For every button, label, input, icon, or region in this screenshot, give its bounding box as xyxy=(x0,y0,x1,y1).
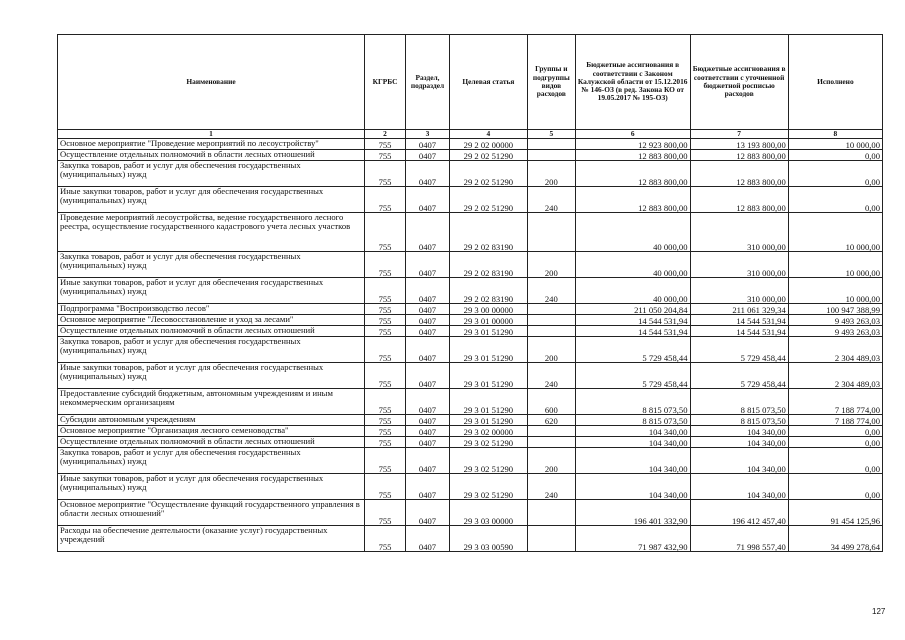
row-kgrbs: 755 xyxy=(365,526,406,552)
row-law-allocation: 211 050 204,84 xyxy=(575,304,690,315)
row-kgrbs: 755 xyxy=(365,150,406,161)
row-group: 240 xyxy=(527,278,575,304)
header-section: Раздел, подраздел xyxy=(406,35,450,130)
row-refined-allocation: 12 883 800,00 xyxy=(690,150,788,161)
row-refined-allocation: 104 340,00 xyxy=(690,448,788,474)
row-group: 620 xyxy=(527,415,575,426)
row-kgrbs: 755 xyxy=(365,363,406,389)
row-refined-allocation: 14 544 531,94 xyxy=(690,315,788,326)
table-row xyxy=(58,252,883,278)
table-row xyxy=(58,474,883,500)
table-row xyxy=(58,337,883,363)
row-section: 0407 xyxy=(406,304,450,315)
row-executed: 10 000,00 xyxy=(788,139,882,150)
table-row xyxy=(58,426,883,437)
table-row xyxy=(58,161,883,187)
header-executed: Исполнено xyxy=(788,35,882,130)
row-name: Закупка товаров, работ и услуг для обеспечения государственных (муниципальных) нужд xyxy=(58,448,365,474)
row-refined-allocation: 13 193 800,00 xyxy=(690,139,788,150)
row-group: 200 xyxy=(527,448,575,474)
row-executed: 7 188 774,00 xyxy=(788,389,882,415)
header-name: Наименование xyxy=(58,35,365,130)
row-kgrbs: 755 xyxy=(365,139,406,150)
row-name: Осуществление отдельных полномочий в области лесных отношений xyxy=(58,150,365,161)
row-kgrbs: 755 xyxy=(365,187,406,213)
row-executed: 10 000,00 xyxy=(788,252,882,278)
row-group xyxy=(527,437,575,448)
column-number: 6 xyxy=(575,130,690,139)
row-refined-allocation: 5 729 458,44 xyxy=(690,337,788,363)
row-kgrbs: 755 xyxy=(365,252,406,278)
row-executed: 91 454 125,96 xyxy=(788,500,882,526)
row-name: Закупка товаров, работ и услуг для обеспечения государственных (муниципальных) нужд xyxy=(58,161,365,187)
row-kgrbs: 755 xyxy=(365,337,406,363)
row-executed: 0,00 xyxy=(788,150,882,161)
header-refined-allocations: Бюджетные ассигнования в соответствии с уточненной бюджетной росписью расходов xyxy=(690,35,788,130)
row-section: 0407 xyxy=(406,315,450,326)
row-name: Закупка товаров, работ и услуг для обеспечения государственных (муниципальных) нужд xyxy=(58,337,365,363)
row-target: 29 3 02 51290 xyxy=(450,448,528,474)
row-section: 0407 xyxy=(406,139,450,150)
row-refined-allocation: 104 340,00 xyxy=(690,474,788,500)
row-target: 29 2 02 83190 xyxy=(450,278,528,304)
row-kgrbs: 755 xyxy=(365,326,406,337)
column-number: 4 xyxy=(450,130,528,139)
row-section: 0407 xyxy=(406,474,450,500)
row-law-allocation: 5 729 458,44 xyxy=(575,363,690,389)
row-target: 29 2 02 51290 xyxy=(450,187,528,213)
row-target: 29 3 01 51290 xyxy=(450,337,528,363)
row-name: Иные закупки товаров, работ и услуг для обеспечения государственных (муниципальных) нужд xyxy=(58,363,365,389)
row-law-allocation: 5 729 458,44 xyxy=(575,337,690,363)
column-number: 5 xyxy=(527,130,575,139)
row-refined-allocation: 12 883 800,00 xyxy=(690,187,788,213)
row-target: 29 2 02 51290 xyxy=(450,150,528,161)
column-number-row xyxy=(58,130,883,139)
row-law-allocation: 14 544 531,94 xyxy=(575,326,690,337)
row-refined-allocation: 211 061 329,34 xyxy=(690,304,788,315)
row-law-allocation: 8 815 073,50 xyxy=(575,389,690,415)
row-group: 200 xyxy=(527,337,575,363)
row-executed: 10 000,00 xyxy=(788,213,882,252)
row-target: 29 3 03 00000 xyxy=(450,500,528,526)
header-groups: Группы и подгруппы видов расходов xyxy=(527,35,575,130)
page-number: 127 xyxy=(872,607,886,616)
header-row xyxy=(58,35,883,130)
row-section: 0407 xyxy=(406,426,450,437)
row-refined-allocation: 104 340,00 xyxy=(690,426,788,437)
row-kgrbs: 755 xyxy=(365,278,406,304)
row-law-allocation: 40 000,00 xyxy=(575,278,690,304)
row-target: 29 3 01 00000 xyxy=(450,315,528,326)
row-section: 0407 xyxy=(406,363,450,389)
row-executed: 2 304 489,03 xyxy=(788,337,882,363)
row-kgrbs: 755 xyxy=(365,437,406,448)
row-group: 240 xyxy=(527,363,575,389)
row-target: 29 3 02 51290 xyxy=(450,474,528,500)
row-kgrbs: 755 xyxy=(365,213,406,252)
budget-table xyxy=(57,34,883,552)
row-name: Субсидии автономным учреждениям xyxy=(58,415,365,426)
row-group xyxy=(527,315,575,326)
row-name: Основное мероприятие "Лесовосстановление и уход за лесами" xyxy=(58,315,365,326)
row-executed: 0,00 xyxy=(788,161,882,187)
row-name: Иные закупки товаров, работ и услуг для обеспечения государственных (муниципальных) нужд xyxy=(58,278,365,304)
row-law-allocation: 104 340,00 xyxy=(575,474,690,500)
row-group: 240 xyxy=(527,187,575,213)
row-law-allocation: 196 401 332,90 xyxy=(575,500,690,526)
row-group xyxy=(527,526,575,552)
row-name: Основное мероприятие "Организация лесного семеноводства" xyxy=(58,426,365,437)
row-name: Иные закупки товаров, работ и услуг для обеспечения государственных (муниципальных) нужд xyxy=(58,187,365,213)
column-number: 2 xyxy=(365,130,406,139)
table-row xyxy=(58,315,883,326)
row-law-allocation: 104 340,00 xyxy=(575,426,690,437)
row-refined-allocation: 8 815 073,50 xyxy=(690,415,788,426)
row-law-allocation: 14 544 531,94 xyxy=(575,315,690,326)
row-group xyxy=(527,139,575,150)
row-executed: 100 947 388,99 xyxy=(788,304,882,315)
row-group xyxy=(527,304,575,315)
table-row xyxy=(58,187,883,213)
table-body xyxy=(58,139,883,552)
row-refined-allocation: 104 340,00 xyxy=(690,437,788,448)
row-refined-allocation: 12 883 800,00 xyxy=(690,161,788,187)
row-name: Осуществление отдельных полномочий в области лесных отношений xyxy=(58,437,365,448)
row-section: 0407 xyxy=(406,415,450,426)
table-row xyxy=(58,526,883,552)
table-row xyxy=(58,389,883,415)
row-target: 29 3 01 51290 xyxy=(450,415,528,426)
row-name: Предоставление субсидий бюджетным, автономным учреждениям и иным некоммерческим организациям xyxy=(58,389,365,415)
row-kgrbs: 755 xyxy=(365,426,406,437)
row-kgrbs: 755 xyxy=(365,315,406,326)
row-law-allocation: 12 883 800,00 xyxy=(575,150,690,161)
row-target: 29 2 02 00000 xyxy=(450,139,528,150)
row-executed: 0,00 xyxy=(788,474,882,500)
row-law-allocation: 12 883 800,00 xyxy=(575,187,690,213)
row-name: Основное мероприятие "Проведение мероприятий по лесоустройству" xyxy=(58,139,365,150)
row-group xyxy=(527,426,575,437)
row-kgrbs: 755 xyxy=(365,389,406,415)
table-row xyxy=(58,139,883,150)
row-group xyxy=(527,150,575,161)
row-group: 200 xyxy=(527,161,575,187)
row-name: Подпрограмма "Воспроизводство лесов" xyxy=(58,304,365,315)
row-kgrbs: 755 xyxy=(365,500,406,526)
header-target: Целевая статья xyxy=(450,35,528,130)
row-law-allocation: 40 000,00 xyxy=(575,252,690,278)
row-name: Закупка товаров, работ и услуг для обеспечения государственных (муниципальных) нужд xyxy=(58,252,365,278)
row-executed: 0,00 xyxy=(788,187,882,213)
row-target: 29 2 02 51290 xyxy=(450,161,528,187)
row-section: 0407 xyxy=(406,326,450,337)
row-target: 29 2 02 83190 xyxy=(450,252,528,278)
row-refined-allocation: 14 544 531,94 xyxy=(690,326,788,337)
header-law-allocations: Бюджетные ассигнования в соответствии с Законом Калужской области от 15.12.2016 № 146-ОЗ (в ред. Закона КО от 19.05.2017 № 195-ОЗ) xyxy=(575,35,690,130)
table-row xyxy=(58,278,883,304)
row-group: 600 xyxy=(527,389,575,415)
row-group xyxy=(527,213,575,252)
table-row xyxy=(58,363,883,389)
row-law-allocation: 12 883 800,00 xyxy=(575,161,690,187)
row-law-allocation: 104 340,00 xyxy=(575,448,690,474)
row-kgrbs: 755 xyxy=(365,161,406,187)
table-row xyxy=(58,437,883,448)
row-target: 29 3 02 00000 xyxy=(450,426,528,437)
row-refined-allocation: 310 000,00 xyxy=(690,278,788,304)
row-section: 0407 xyxy=(406,161,450,187)
column-number: 7 xyxy=(690,130,788,139)
row-target: 29 3 00 00000 xyxy=(450,304,528,315)
row-group xyxy=(527,326,575,337)
row-name: Расходы на обеспечение деятельности (оказание услуг) государственных учреждений xyxy=(58,526,365,552)
row-kgrbs: 755 xyxy=(365,415,406,426)
row-name: Основное мероприятие "Осуществление функций государственного управления в области лесных отношений" xyxy=(58,500,365,526)
row-target: 29 2 02 83190 xyxy=(450,213,528,252)
row-refined-allocation: 71 998 557,40 xyxy=(690,526,788,552)
row-target: 29 3 01 51290 xyxy=(450,326,528,337)
row-kgrbs: 755 xyxy=(365,474,406,500)
column-number: 1 xyxy=(58,130,365,139)
row-group: 240 xyxy=(527,474,575,500)
row-section: 0407 xyxy=(406,150,450,161)
row-law-allocation: 8 815 073,50 xyxy=(575,415,690,426)
row-kgrbs: 755 xyxy=(365,304,406,315)
column-number: 8 xyxy=(788,130,882,139)
row-refined-allocation: 310 000,00 xyxy=(690,252,788,278)
row-section: 0407 xyxy=(406,337,450,363)
row-target: 29 3 03 00590 xyxy=(450,526,528,552)
row-refined-allocation: 310 000,00 xyxy=(690,213,788,252)
row-refined-allocation: 8 815 073,50 xyxy=(690,389,788,415)
row-section: 0407 xyxy=(406,448,450,474)
table-row xyxy=(58,326,883,337)
row-law-allocation: 12 923 800,00 xyxy=(575,139,690,150)
row-section: 0407 xyxy=(406,252,450,278)
row-section: 0407 xyxy=(406,213,450,252)
row-target: 29 3 02 51290 xyxy=(450,437,528,448)
row-section: 0407 xyxy=(406,187,450,213)
row-executed: 9 493 263,03 xyxy=(788,326,882,337)
row-law-allocation: 104 340,00 xyxy=(575,437,690,448)
row-section: 0407 xyxy=(406,389,450,415)
row-refined-allocation: 196 412 457,40 xyxy=(690,500,788,526)
row-refined-allocation: 5 729 458,44 xyxy=(690,363,788,389)
column-number: 3 xyxy=(406,130,450,139)
table-row xyxy=(58,304,883,315)
row-name: Проведение мероприятий лесоустройства, ведение государственного лесного реестра, осуществление государственного кадастрового учета лесных участков xyxy=(58,213,365,252)
row-executed: 9 493 263,03 xyxy=(788,315,882,326)
row-section: 0407 xyxy=(406,278,450,304)
row-executed: 0,00 xyxy=(788,437,882,448)
row-executed: 0,00 xyxy=(788,426,882,437)
table-row xyxy=(58,448,883,474)
row-group xyxy=(527,500,575,526)
row-name: Иные закупки товаров, работ и услуг для обеспечения государственных (муниципальных) нужд xyxy=(58,474,365,500)
row-target: 29 3 01 51290 xyxy=(450,363,528,389)
row-executed: 10 000,00 xyxy=(788,278,882,304)
table-row xyxy=(58,500,883,526)
row-law-allocation: 71 987 432,90 xyxy=(575,526,690,552)
header-kgrbs: КГРБС xyxy=(365,35,406,130)
row-target: 29 3 01 51290 xyxy=(450,389,528,415)
table-row xyxy=(58,213,883,252)
row-name: Осуществление отдельных полномочий в области лесных отношений xyxy=(58,326,365,337)
row-executed: 2 304 489,03 xyxy=(788,363,882,389)
table-row xyxy=(58,415,883,426)
table-row xyxy=(58,150,883,161)
row-executed: 34 499 278,64 xyxy=(788,526,882,552)
row-kgrbs: 755 xyxy=(365,448,406,474)
row-executed: 7 188 774,00 xyxy=(788,415,882,426)
row-section: 0407 xyxy=(406,437,450,448)
row-group: 200 xyxy=(527,252,575,278)
row-law-allocation: 40 000,00 xyxy=(575,213,690,252)
row-section: 0407 xyxy=(406,526,450,552)
row-executed: 0,00 xyxy=(788,448,882,474)
row-section: 0407 xyxy=(406,500,450,526)
